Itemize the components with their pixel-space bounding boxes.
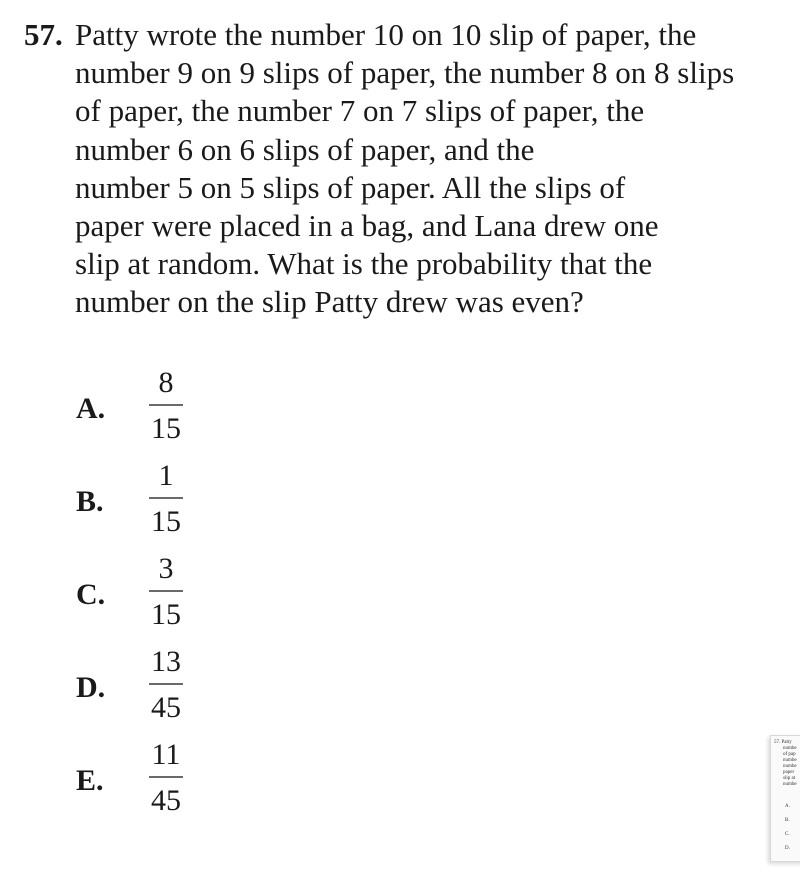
choice-d[interactable]	[76, 639, 276, 729]
choice-fraction	[146, 461, 186, 537]
fraction-denominator: 15	[151, 598, 181, 631]
thumbnail-line: numbe	[783, 746, 797, 751]
choice-letter: D.	[76, 671, 106, 704]
choice-fraction	[146, 740, 186, 816]
thumbnail-line: paper	[783, 770, 795, 775]
question-text	[75, 16, 734, 322]
question-line: number 6 on 6 slips of paper, and the	[75, 131, 535, 167]
choice-letter: B.	[76, 485, 104, 518]
thumbnail-line: numbe	[783, 764, 797, 769]
thumbnail-number: 57.	[774, 740, 781, 745]
fraction-numerator: 1	[158, 459, 174, 492]
choice-letter: A.	[76, 392, 106, 425]
fraction-denominator: 45	[151, 784, 181, 817]
fraction-numerator: 8	[158, 366, 174, 399]
thumbnail-line: numbe	[783, 758, 797, 763]
fraction-numerator: 11	[151, 738, 181, 771]
choice-b[interactable]	[76, 453, 276, 543]
fraction-denominator: 45	[151, 691, 181, 724]
question-line: number 9 on 9 slips of paper, the number 8 on 8 slips	[75, 55, 735, 91]
question-number: 57.	[24, 17, 63, 52]
question-line: of paper, the number 7 on 7 slips of paper, the	[75, 93, 645, 129]
thumbnail-option: C.	[785, 832, 790, 837]
question-line: Patty wrote the number 10 on 10 slip of paper, the	[75, 17, 697, 52]
thumbnail-line: of pap	[783, 752, 796, 757]
screenshot-thumbnail[interactable]	[770, 735, 800, 862]
choice-fraction	[146, 647, 186, 723]
thumbnail-text	[774, 740, 797, 788]
choice-c[interactable]	[76, 546, 276, 636]
question-line: number on the slip Patty drew was even?	[75, 284, 584, 320]
question-line: number 5 on 5 slips of paper. All the slips of	[75, 169, 626, 205]
fraction-numerator: 3	[158, 552, 174, 585]
thumbnail-line: numbe	[783, 782, 797, 787]
choice-a[interactable]	[76, 360, 276, 450]
question-line: slip at random. What is the probability that the	[75, 246, 653, 282]
thumbnail-option: B.	[785, 818, 790, 823]
thumbnail-line: slip at	[783, 776, 796, 781]
choice-fraction	[146, 368, 186, 444]
choice-letter: C.	[76, 578, 106, 611]
question-line: paper were placed in a bag, and Lana drew one	[75, 208, 659, 244]
thumbnail-line: Patty	[781, 740, 792, 745]
fraction-denominator: 15	[151, 505, 181, 538]
thumbnail-option: D.	[785, 846, 790, 851]
thumbnail-option: A.	[785, 804, 790, 809]
fraction-denominator: 15	[151, 412, 181, 445]
fraction-numerator: 13	[151, 645, 181, 678]
choice-letter: E.	[76, 764, 104, 797]
choice-e[interactable]	[76, 732, 276, 822]
choice-fraction	[146, 554, 186, 630]
